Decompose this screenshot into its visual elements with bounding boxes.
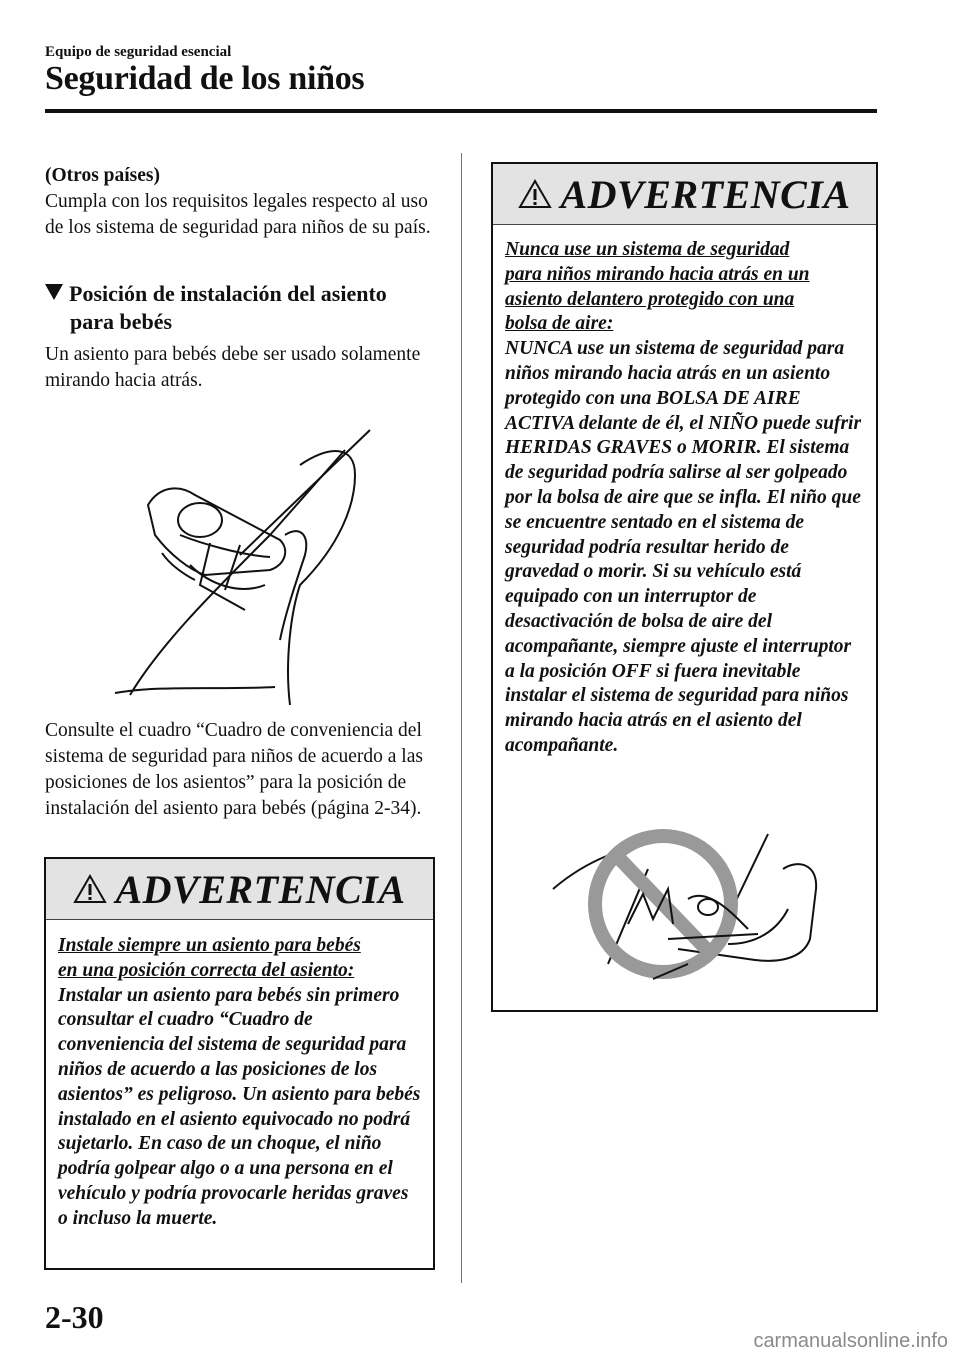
header-rule bbox=[45, 109, 877, 113]
section-label: Equipo de seguridad esencial bbox=[45, 44, 232, 60]
warning-text: Instalar un asiento para bebés sin primero consultar el cuadro “Cuadro de conveniencia del sistema de seguridad para niños de acuerdo a las posiciones de los asientos” es peligroso. Un asiento para bebés instalado en el asiento equivocado no podrá sujetarlo. En caso de un choque, el niño podría golpear algo o a una persona en el vehículo y podría provocarle heridas graves o incluso la muerte. bbox=[58, 984, 421, 1229]
warning-triangle-icon bbox=[518, 179, 552, 209]
otros-paises-text: Cumpla con los requisitos legales respecto al uso de los sistema de seguridad para niños de su país. bbox=[45, 191, 431, 238]
warning-body bbox=[493, 225, 876, 769]
consult-text: Consulte el cuadro “Cuadro de conveniencia del sistema de seguridad para niños de acuerdo a las posiciones de los asientos” para la posición de instalación del asiento para bebés (página 2-34). bbox=[45, 720, 423, 819]
warning-label: ADVERTENCIA bbox=[560, 171, 851, 217]
infant-seat-illustration bbox=[100, 425, 400, 710]
install-position-heading bbox=[45, 280, 440, 336]
install-heading-line1: Posición de instalación del asiento bbox=[69, 281, 387, 306]
warning-lead-line: Instale siempre un asiento para bebés bbox=[58, 935, 361, 956]
watermark: carmanualsonline.info bbox=[753, 1330, 948, 1352]
warning-box-infant-seat bbox=[44, 857, 435, 1270]
install-heading-line2: para bebés bbox=[70, 309, 173, 334]
warning-box-airbag bbox=[491, 162, 878, 1012]
warning-label: ADVERTENCIA bbox=[115, 866, 406, 912]
page-title: Seguridad de los niños bbox=[45, 60, 365, 97]
warning-lead-line: para niños mirando hacia atrás en un bbox=[505, 263, 810, 285]
install-text: Un asiento para bebés debe ser usado solamente mirando hacia atrás. bbox=[45, 344, 421, 391]
warning-text: NUNCA use un sistema de seguridad para niños mirando hacia atrás en un asiento protegido con una BOLSA DE AIRE ACTIVA delante de él, el NIÑO puede sufrir HERIDAS GRAVES o MORIR. El sistema de seguridad podría salirse al ser golpeado por la bolsa de aire que se infla. El niño que se encuentre sentado en el sistema de seguridad podría resultar herido de gravedad o morir. Si su vehículo está equipado con un interruptor de desactivación de bolsa de aire del acompañante, siempre ajuste el interruptor a la posición OFF si fuera inevitable instalar el sistema de seguridad para niños mirando hacia atrás en el asiento del acompañante. bbox=[505, 338, 862, 756]
warning-lead-line: en una posición correcta del asiento: bbox=[58, 959, 355, 981]
warning-lead-line: asiento delantero protegido con una bbox=[505, 288, 795, 310]
warning-lead-line: bolsa de aire: bbox=[505, 313, 614, 335]
warning-triangle-icon bbox=[73, 874, 107, 904]
otros-paises-block bbox=[45, 163, 440, 241]
warning-header bbox=[46, 859, 433, 920]
airbag-prohibition-illustration bbox=[548, 829, 828, 999]
column-divider bbox=[461, 153, 462, 1283]
warning-body bbox=[46, 920, 433, 1242]
warning-header bbox=[493, 164, 876, 225]
otros-paises-heading: (Otros países) bbox=[45, 165, 161, 186]
page-number: 2-30 bbox=[45, 1299, 104, 1335]
triangle-bullet-icon bbox=[45, 284, 63, 300]
warning-lead-line: Nunca use un sistema de seguridad bbox=[505, 239, 790, 260]
